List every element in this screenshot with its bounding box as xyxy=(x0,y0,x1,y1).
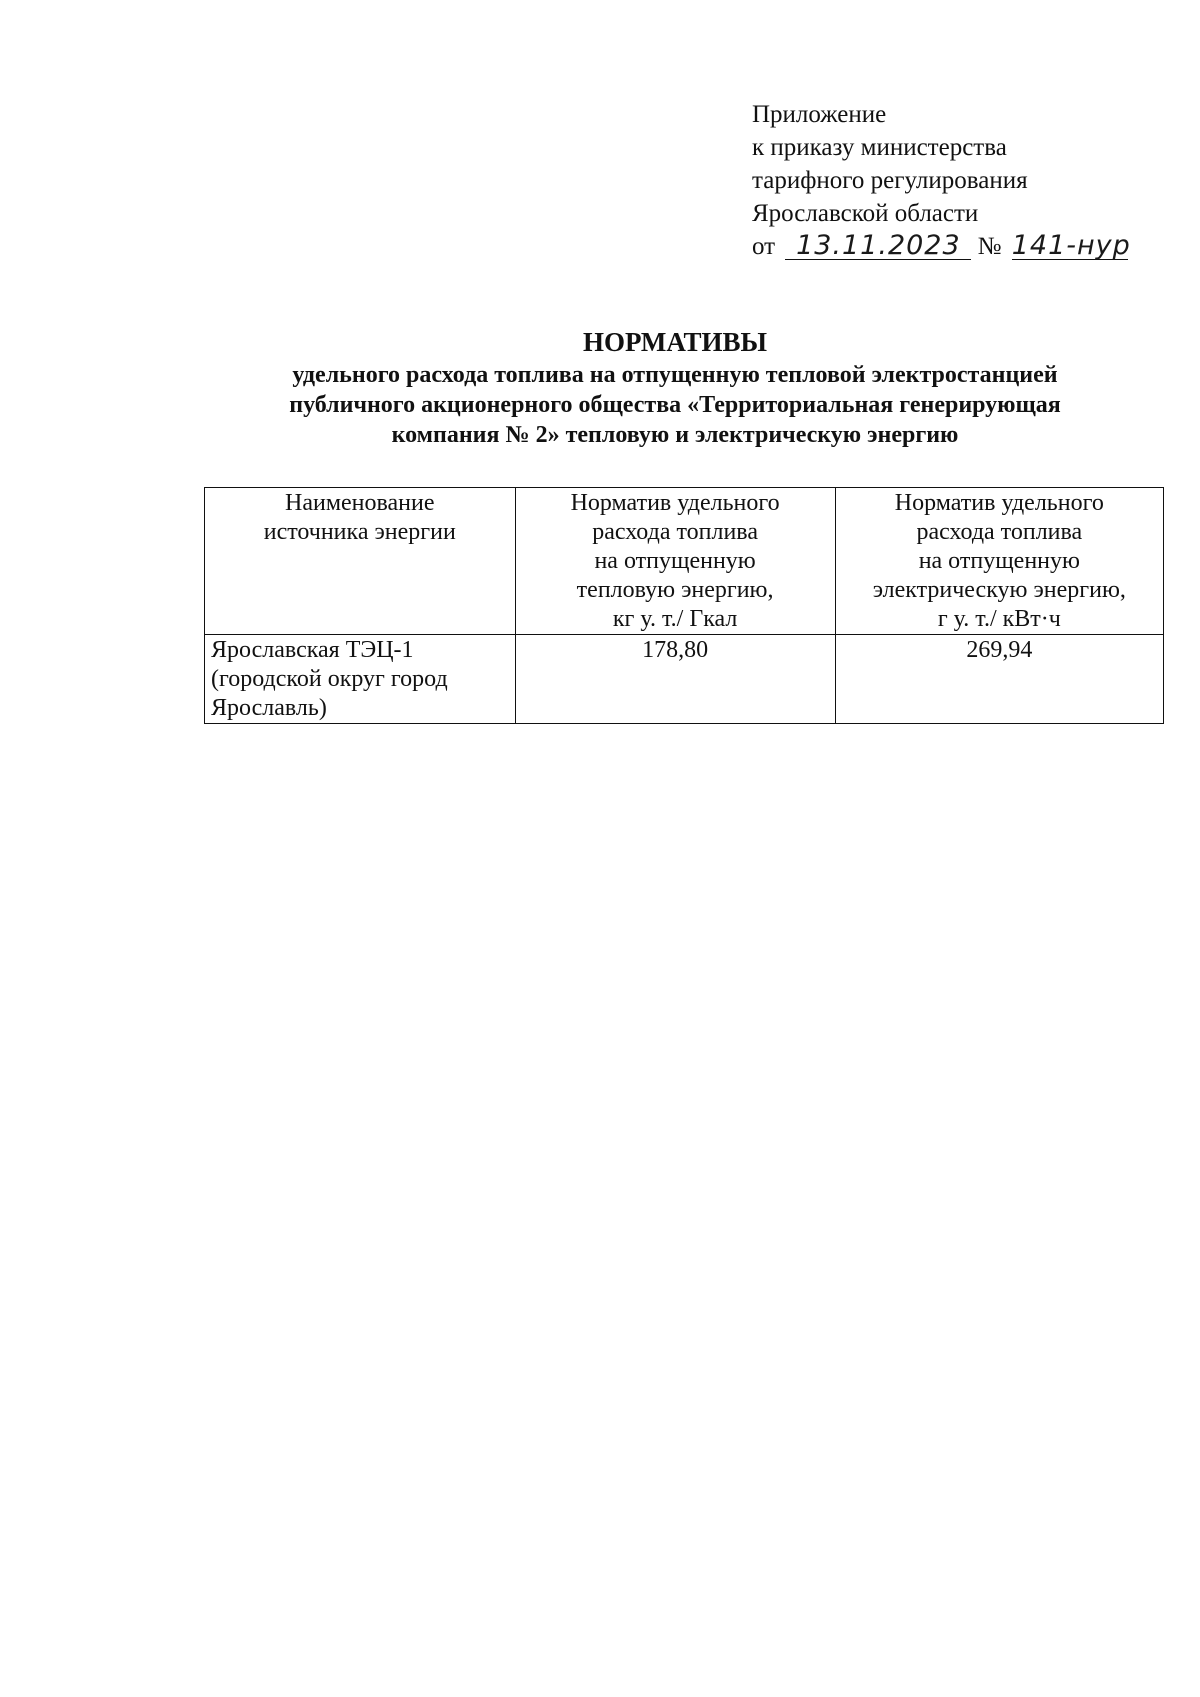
header-line: тепловую энергию, xyxy=(576,577,774,603)
header-line: источника энергии xyxy=(263,519,456,545)
source-line: Ярославская ТЭЦ-1 xyxy=(211,637,414,663)
subtitle-line: компания № 2» тепловую и электрическую энергию xyxy=(391,422,959,448)
order-prefix: от xyxy=(752,233,776,260)
header-line: расхода топлива xyxy=(592,519,758,545)
header-line: на отпущенную xyxy=(594,548,756,574)
subtitle-line: публичного акционерного общества «Территориальная генерирующая xyxy=(289,392,1061,418)
appendix-line: Ярославской области xyxy=(752,200,979,227)
order-number-sign: № xyxy=(977,233,1002,260)
norms-table xyxy=(204,487,1164,724)
header-line: Наименование xyxy=(285,490,435,516)
header-heat-norm xyxy=(515,488,835,635)
header-line: Норматив удельного xyxy=(894,490,1104,516)
appendix-block xyxy=(752,98,1131,263)
cell-heat-norm: 178,80 xyxy=(515,635,835,724)
header-line: расхода топлива xyxy=(916,519,1083,545)
header-electric-norm xyxy=(835,488,1163,635)
header-line: Норматив удельного xyxy=(570,490,780,516)
table-row xyxy=(205,635,1164,724)
cell-source xyxy=(205,635,516,724)
order-number-handwritten: 141-нур xyxy=(1011,230,1131,261)
subtitle-line: удельного расхода топлива на отпущенную тепловой электростанцией xyxy=(292,362,1058,388)
order-reference xyxy=(752,230,1131,263)
cell-electric-norm: 269,94 xyxy=(835,635,1163,724)
table-header-row xyxy=(205,488,1164,635)
appendix-line: Приложение xyxy=(752,101,887,128)
header-line: г у. т./ кВт·ч xyxy=(937,606,1061,632)
source-line: Ярославль) xyxy=(211,695,327,721)
appendix-line: к приказу министерства xyxy=(752,134,1007,161)
header-source xyxy=(205,488,516,635)
order-date-handwritten: 13.11.2023 xyxy=(785,233,971,260)
header-line: кг у. т./ Гкал xyxy=(612,606,738,632)
header-line: электрическую энергию, xyxy=(872,577,1126,603)
appendix-line: тарифного регулирования xyxy=(752,167,1028,194)
header-line: на отпущенную xyxy=(918,548,1080,574)
title-block xyxy=(180,324,1170,450)
source-line: (городской округ город xyxy=(211,666,448,692)
document-title: НОРМАТИВЫ xyxy=(582,327,768,357)
